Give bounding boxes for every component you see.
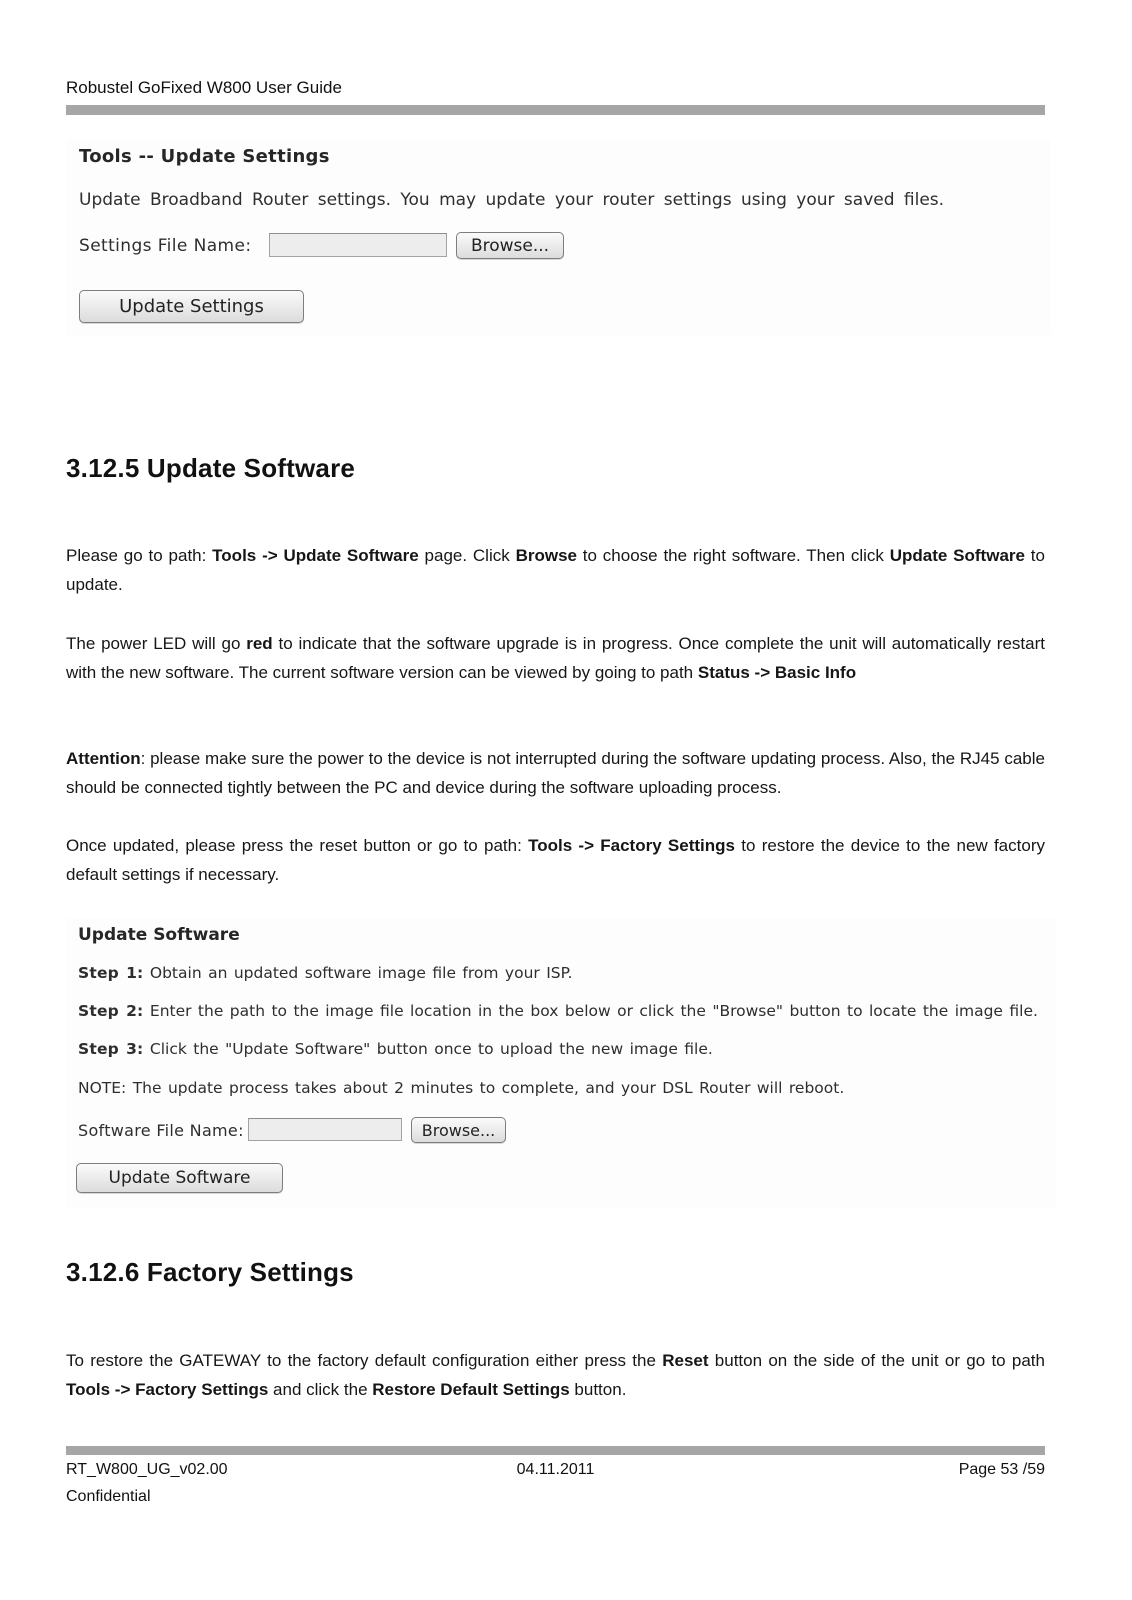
paragraph: To restore the GATEWAY to the factory default configuration either press the Reset button on the side of the unit or go to path Tools -> Factory Settings and click the Restore Default Settings button. <box>66 1351 1045 1399</box>
step-line: Step 1: Obtain an updated software image file from your ISP. <box>78 964 573 982</box>
page-footer <box>66 1461 1045 1479</box>
paragraph: The power LED will go red to indicate that the software upgrade is in progress. Once complete the unit will automatically restart with the new software. The current software version can be viewed by going to path Status -> Basic Info <box>66 634 1045 682</box>
header-divider-bar <box>66 105 1045 115</box>
step-line: Step 3: Click the "Update Software" button once to upload the new image file. <box>78 1040 713 1058</box>
browse-button[interactable]: Browse... <box>456 232 564 259</box>
browse-button[interactable]: Browse... <box>411 1117 506 1143</box>
section-heading-factory-settings: 3.12.6 Factory Settings <box>66 1257 354 1287</box>
screenshot-title: Update Software <box>78 925 240 945</box>
screenshot-title: Tools -- Update Settings <box>79 146 330 167</box>
footer-confidential: Confidential <box>66 1488 151 1505</box>
footer-page-number: Page 53 /59 <box>958 1461 1045 1478</box>
page-title: Robustel GoFixed W800 User Guide <box>66 78 342 97</box>
section-heading-update-software: 3.12.5 Update Software <box>66 453 356 483</box>
settings-file-name-input[interactable] <box>269 233 447 257</box>
footer-doc-version: RT_W800_UG_v02.00 <box>66 1461 228 1478</box>
screenshot-description: Update Broadband Router settings. You may update your router settings using your saved files. <box>79 190 945 210</box>
paragraph: Please go to path: Tools -> Update Software page. Click Browse to choose the right software. Then click Update Software to update. <box>66 546 1045 594</box>
note-line: NOTE: The update process takes about 2 minutes to complete, and your DSL Router will reboot. <box>78 1079 845 1097</box>
software-file-name-label: Software File Name: <box>78 1121 244 1140</box>
software-file-name-input[interactable] <box>248 1118 402 1141</box>
paragraph: Attention: please make sure the power to the device is not interrupted during the software updating process. Also, the RJ45 cable should be connected tightly between the PC and device during the software uploading process. <box>66 749 1045 797</box>
screenshot-update-software <box>66 918 1056 1208</box>
footer-divider-bar <box>66 1446 1045 1455</box>
settings-file-name-label: Settings File Name: <box>79 236 252 256</box>
footer-date: 04.11.2011 <box>516 1461 595 1478</box>
screenshot-update-settings <box>66 140 1051 335</box>
update-software-button[interactable]: Update Software <box>76 1163 283 1193</box>
step-line: Step 2: Enter the path to the image file location in the box below or click the "Browse" button to locate the image file. <box>78 1002 1038 1020</box>
update-settings-button[interactable]: Update Settings <box>79 290 304 323</box>
paragraph: Once updated, please press the reset button or go to path: Tools -> Factory Settings to restore the device to the new factory default settings if necessary. <box>66 836 1045 884</box>
